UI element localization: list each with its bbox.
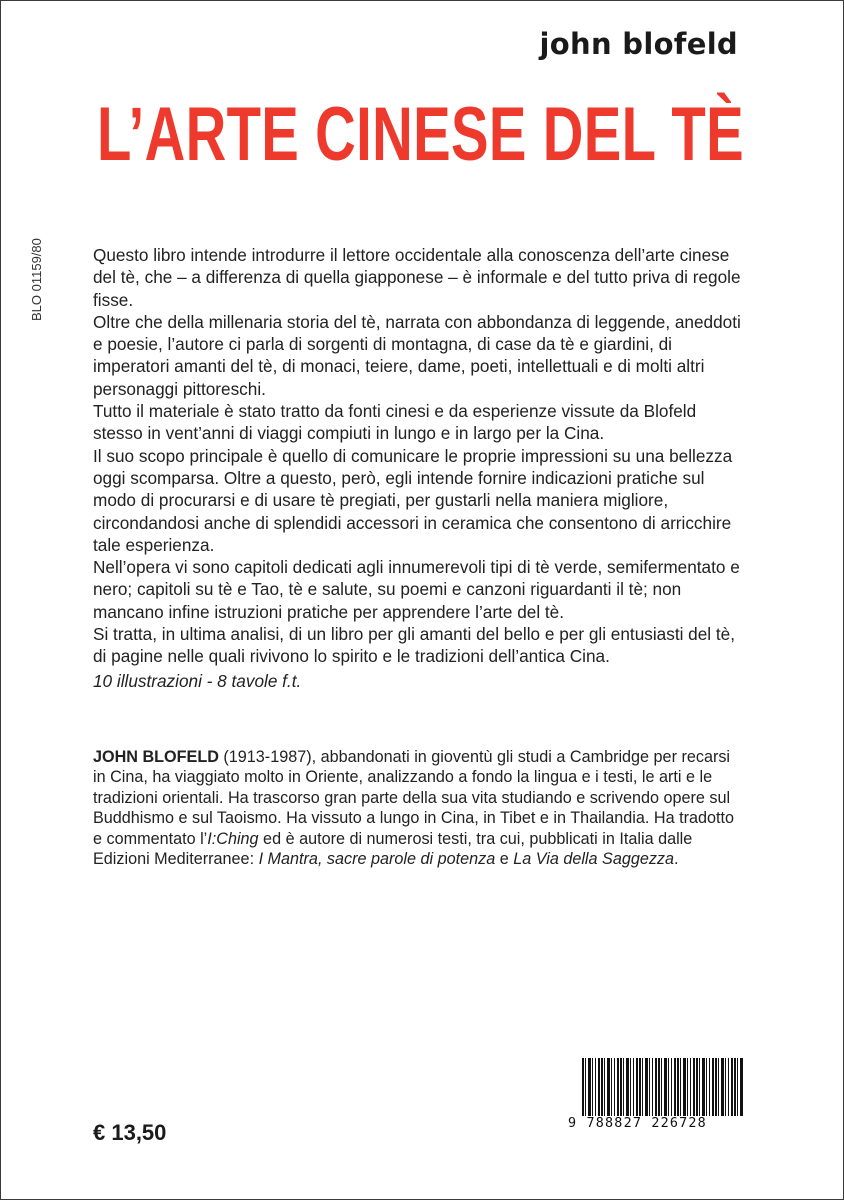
description-paragraph: Nell’opera vi sono capitoli dedicati agli innumerevoli tipi di tè verde, semifermentato e nero; capitoli su tè e Tao, tè e salute, su poemi e canzoni riguardanti il tè; non mancano infine istruzioni pratiche per apprendere l’arte del tè.	[93, 557, 740, 622]
bio-text: e	[495, 850, 514, 869]
description-paragraph: Oltre che della millenaria storia del tè, narrata con abbondanza di leggende, aneddoti e poesie, l’autore ci parla di sorgenti di montagna, di case da tè e giardini, di imperatori amanti del tè, di monaci, teiere, dame, poeti, intellettuali e di molti altri personaggi pittoreschi.	[93, 311, 741, 399]
isbn-number: 9 788827 226728	[568, 1116, 707, 1131]
catalog-code: BLO 01159/80	[29, 238, 44, 321]
bio-author-name: JOHN BLOFELD	[93, 748, 219, 766]
price-label: € 13,50	[93, 1120, 167, 1145]
bio-text: .	[674, 850, 679, 869]
bio-book-title: I Mantra, sacre parole di potenza	[258, 850, 496, 869]
description-paragraph: Tutto il materiale è stato tratto da fonti cinesi e da esperienze vissute da Blofeld stesso in vent’anni di viaggi compiuti in lungo e in largo per la Cina.	[93, 401, 697, 444]
author-biography	[93, 747, 743, 869]
description-paragraph: Questo libro intende introdurre il lettore occidentale alla conoscenza dell’arte cinese del tè, che – a differenza di quella giapponese – è informale e del tutto priva di regole fisse.	[93, 245, 741, 310]
bio-book-title: I:Ching	[207, 829, 259, 848]
description-paragraph: Si tratta, in ultima analisi, di un libro per gli amanti del bello e per gli entusiasti del tè, di pagine nelle quali rivivono lo spirito e le tradizioni dell’antica Cina.	[93, 624, 736, 667]
illustrations-note: 10 illustrazioni - 8 tavole f.t.	[93, 671, 302, 691]
barcode-bars	[582, 1058, 744, 1116]
description-paragraph: Il suo scopo principale è quello di comunicare le proprie impressioni su una bellezza oggi scomparsa. Oltre a questo, però, egli intende fornire indicazioni pratiche sul modo di procurarsi e di usare tè pregiati, per gustarli nella maniera migliore, circondandosi anche di splendidi accessori in ceramica che consentono di arricchire tale esperienza.	[93, 445, 733, 555]
bio-text: ed è autore di numerosi testi, tra cui, pubblicati in Italia dalle Edizioni Mediterranee:	[93, 829, 693, 869]
book-description	[93, 244, 743, 668]
book-title: L’ARTE CINESE DEL TÈ	[97, 92, 744, 177]
bio-text: (1913-1987), abbandonati in gioventù gli studi a Cambridge per recarsi in Cina, ha viaggiato molto in Oriente, analizzando a fondo la lingua e i testi, le arti e le tradizioni orientali. Ha trascorso gran parte della sua vita studiando e scrivendo opere sul Buddhismo e sul Taoismo. Ha vissuto a lungo in Cina, in Tibet e in Thailandia. Ha tradotto e commentato l’	[93, 748, 734, 848]
author-name: john blofeld	[539, 27, 738, 61]
isbn-barcode	[568, 1058, 746, 1134]
bio-book-title: La Via della Saggezza	[513, 850, 675, 869]
